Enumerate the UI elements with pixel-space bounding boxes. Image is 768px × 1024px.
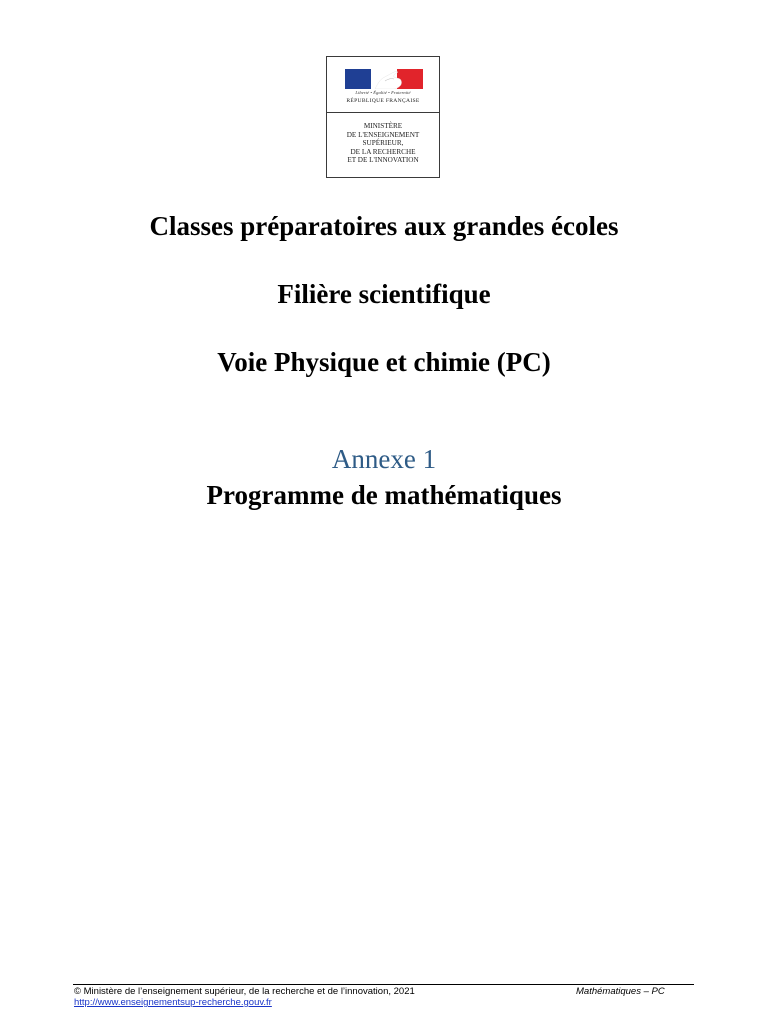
marianne-block bbox=[327, 57, 439, 113]
ministry-line: DE LA RECHERCHE bbox=[350, 147, 416, 156]
title-programme: Programme de mathématiques bbox=[206, 480, 562, 510]
logo-ministry-name bbox=[327, 122, 439, 165]
title-classes-preparatoires: Classes préparatoires aux grandes écoles bbox=[149, 211, 619, 241]
footer-copyright: © Ministère de l’enseignement supérieur, de la recherche et de l’innovation, 2021 bbox=[74, 986, 415, 997]
logo-republic: RÉPUBLIQUE FRANÇAISE bbox=[346, 98, 420, 104]
title-filiere: Filière scientifique bbox=[277, 279, 491, 309]
footer-left bbox=[74, 986, 415, 1008]
ministry-line: DE L'ENSEIGNEMENT bbox=[346, 130, 420, 139]
footer-divider bbox=[73, 984, 694, 985]
footer-url-link[interactable]: http://www.enseignementsup-recherche.gouv.fr bbox=[74, 997, 272, 1008]
ministry-line: SUPÉRIEUR, bbox=[362, 139, 404, 148]
title-annexe: Annexe 1 bbox=[331, 444, 437, 474]
marianne-flag-icon bbox=[345, 69, 423, 89]
title-voie: Voie Physique et chimie (PC) bbox=[217, 347, 551, 377]
footer-subject: Mathématiques – PC bbox=[576, 986, 665, 997]
ministry-line: ET DE L'INNOVATION bbox=[347, 156, 419, 165]
ministry-line: MINISTÈRE bbox=[363, 122, 403, 130]
logo-motto: Liberté • Égalité • Fraternité bbox=[355, 90, 411, 95]
ministry-logo bbox=[326, 56, 440, 178]
